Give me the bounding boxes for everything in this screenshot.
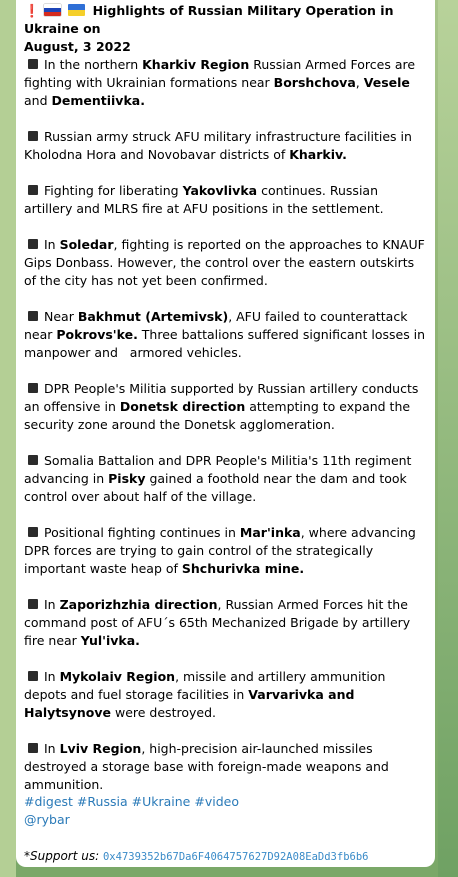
- paragraph-kharkiv-region: [24, 56, 429, 110]
- hashtag-link[interactable]: #Ukraine: [131, 794, 191, 809]
- black-square-icon: [28, 455, 38, 465]
- text: ,: [355, 75, 364, 90]
- text: and: [24, 93, 52, 108]
- text: , Russian Armed Forces hit the command post of AFU´s 65th Mechanized Brigade by artillery fire near: [24, 597, 411, 648]
- text: In: [44, 597, 60, 612]
- post-title: [24, 2, 429, 56]
- paragraph-soledar: [24, 236, 429, 290]
- text: In: [44, 741, 60, 756]
- bold-text: Zaporizhzhia direction: [59, 597, 218, 612]
- black-square-icon: [28, 383, 38, 393]
- paragraph-zaporizhzhia: [24, 596, 429, 650]
- bold-text: Pokrovs'ke.: [56, 327, 138, 342]
- paragraph-bakhmut: [24, 308, 429, 362]
- bold-text: Varvarivka and Halytsynove: [24, 687, 355, 720]
- wallet-address[interactable]: 0x4739352b67Da6F4064757627D92A08EaDd3fb6b6: [102, 851, 369, 863]
- support-line: [24, 847, 369, 866]
- bold-text: Mykolaiv Region: [59, 669, 176, 684]
- bold-text: Lviv Region: [59, 741, 142, 756]
- bold-text: Mar'inka: [239, 525, 301, 540]
- paragraph-kharkiv-districts: [24, 128, 429, 164]
- text: continues. Russian artillery and MLRS fire at AFU positions in the settlement.: [24, 183, 384, 216]
- bold-text: Borshchova: [273, 75, 356, 90]
- black-square-icon: [28, 131, 38, 141]
- bold-text: Yakovlivka: [182, 183, 258, 198]
- black-square-icon: [28, 743, 38, 753]
- paragraph-lviv: [24, 740, 429, 794]
- hashtag-link[interactable]: #Russia: [76, 794, 128, 809]
- hashtag-row: [24, 793, 243, 811]
- ukraine-flag-icon: [68, 4, 85, 16]
- text: , AFU failed to counterattack near: [24, 309, 408, 342]
- russia-flag-icon: [44, 4, 61, 16]
- black-square-icon: [28, 599, 38, 609]
- title-line-1: Highlights of Russian Military Operation in Ukraine on: [24, 3, 394, 36]
- title-line-2: August, 3 2022: [24, 39, 131, 54]
- bold-text: Yul'ivka.: [80, 633, 140, 648]
- text: attempting to expand the security zone around the Donetsk agglomeration.: [24, 399, 411, 432]
- text: Fighting for liberating: [44, 183, 183, 198]
- text: Somalia Battalion and DPR People's Militia's 11th regiment advancing in: [24, 453, 412, 486]
- black-square-icon: [28, 239, 38, 249]
- message-bubble: [16, 0, 435, 867]
- chat-background-right: [438, 0, 458, 877]
- paragraph-donetsk-direction: [24, 380, 429, 434]
- channel-link[interactable]: @rybar: [24, 812, 70, 827]
- bold-text: Pisky: [108, 471, 146, 486]
- support-label: *Support us:: [24, 849, 100, 863]
- text: Russian Armed Forces are fighting with Ukrainian formations near: [24, 57, 416, 90]
- black-square-icon: [28, 185, 38, 195]
- bold-text: Dementiivka.: [51, 93, 145, 108]
- paragraph-marinka: [24, 524, 429, 578]
- text: , missile and artillery ammunition depots and fuel storage facilities in: [24, 669, 386, 702]
- text: Russian army struck AFU military infrastructure facilities in Kholodna Hora and Novobavar districts of: [24, 129, 412, 162]
- text: , fighting is reported on the approaches to KNAUF Gips Donbass. However, the control over the eastern outskirts of the city has not yet been confirmed.: [24, 237, 425, 288]
- bold-text: Soledar: [59, 237, 114, 252]
- text: In: [44, 237, 60, 252]
- text: gained a foothold near the dam and took control over about half of the village.: [24, 471, 407, 504]
- hashtag-link[interactable]: #video: [194, 794, 239, 809]
- text: , where advancing DPR forces are trying to gain control of the strategically important waste heap of: [24, 525, 416, 576]
- text: Positional fighting continues in: [44, 525, 240, 540]
- paragraph-mykolaiv: [24, 668, 429, 722]
- chat-background-left: [0, 0, 16, 877]
- paragraph-pisky: [24, 452, 429, 506]
- black-square-icon: [28, 527, 38, 537]
- exclamation-icon: ❗: [24, 3, 40, 18]
- text: Three battalions suffered significant losses in manpower and armored vehicles.: [24, 327, 430, 360]
- text: , high-precision air-launched missiles destroyed a storage base with foreign-made weapons and ammunition.: [24, 741, 389, 792]
- text: Near: [44, 309, 78, 324]
- text: In: [44, 669, 60, 684]
- bold-text: Kharkiv.: [289, 147, 347, 162]
- bold-text: Donetsk direction: [119, 399, 246, 414]
- bold-text: Kharkiv Region: [142, 57, 250, 72]
- paragraph-yakovlivka: [24, 182, 429, 218]
- bold-text: Vesele: [363, 75, 410, 90]
- black-square-icon: [28, 59, 38, 69]
- hashtag-link[interactable]: #digest: [24, 794, 73, 809]
- bold-text: Bakhmut (Artemivsk): [77, 309, 229, 324]
- text: DPR People's Militia supported by Russian artillery conducts an offensive in: [24, 381, 419, 414]
- text: In the northern: [44, 57, 143, 72]
- black-square-icon: [28, 311, 38, 321]
- text: were destroyed.: [111, 705, 216, 720]
- bold-text: Shchurivka mine.: [181, 561, 305, 576]
- black-square-icon: [28, 671, 38, 681]
